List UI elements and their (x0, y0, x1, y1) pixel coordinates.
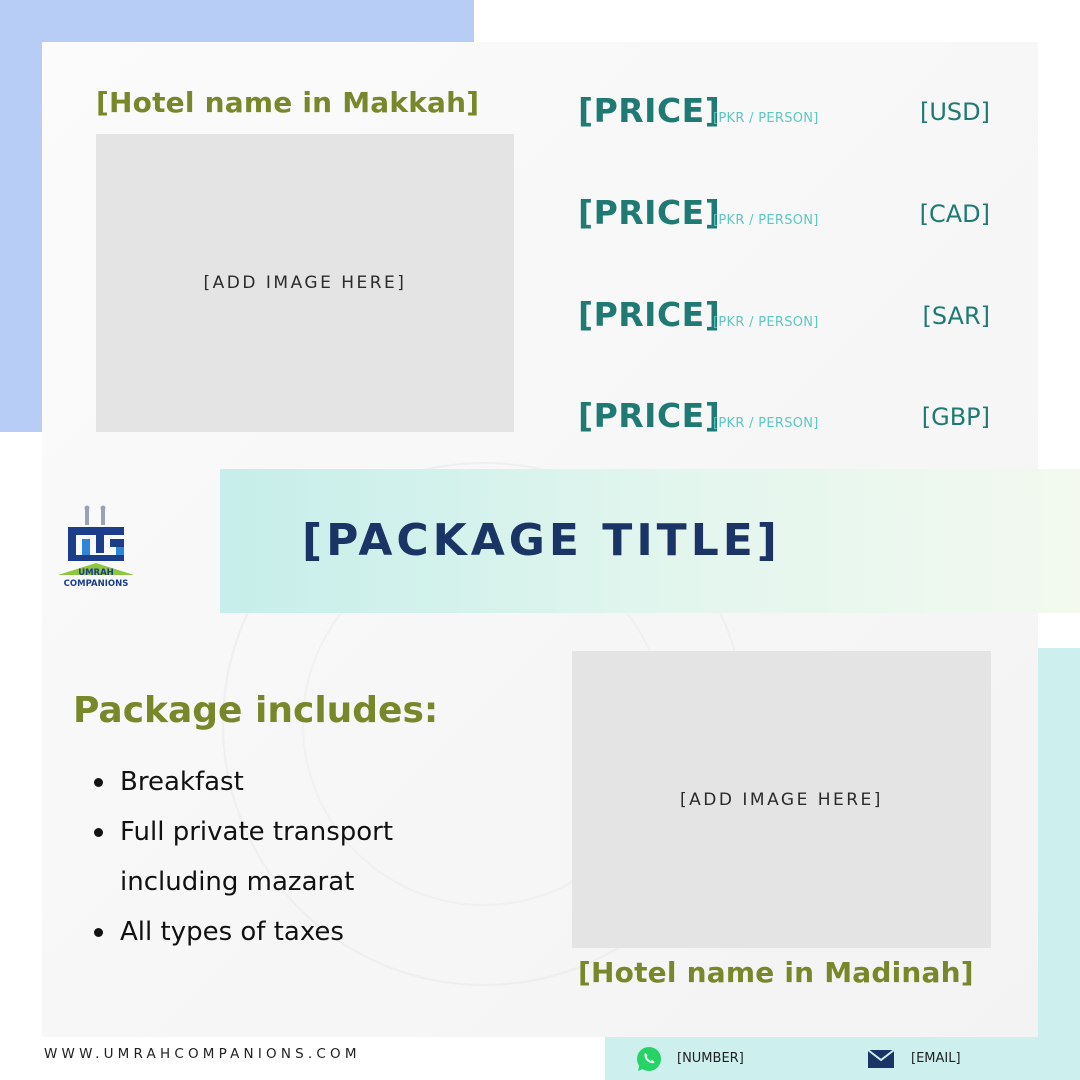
price-currency: [USD] (919, 98, 990, 126)
package-title: [PACKAGE TITLE] (302, 515, 781, 566)
price-value: [PRICE] (578, 193, 721, 232)
hotel-name-madinah: [Hotel name in Madinah] (578, 956, 974, 989)
hotel-name-makkah: [Hotel name in Makkah] (96, 86, 480, 119)
price-row (578, 389, 990, 439)
image-placeholder-madinah[interactable] (572, 651, 991, 948)
website-link[interactable]: WWW.UMRAHCOMPANIONS.COM (44, 1046, 361, 1062)
whatsapp-icon (635, 1045, 663, 1073)
contact-email-text: [EMAIL] (911, 1051, 961, 1066)
mail-icon (867, 1048, 895, 1070)
umrah-companions-logo (56, 505, 136, 595)
logo-mark-icon (56, 505, 136, 577)
price-currency: [SAR] (922, 302, 990, 330)
contact-number-text: [NUMBER] (677, 1051, 744, 1066)
contact-bar (605, 1037, 1080, 1080)
list-item: Full private transport including mazarat (72, 807, 440, 907)
price-value: [PRICE] (578, 396, 721, 435)
logo-text-line2: COMPANIONS (63, 579, 129, 589)
price-unit: [PKR / PERSON] (713, 315, 819, 330)
includes-list (72, 757, 492, 957)
list-item: Breakfast (72, 757, 492, 807)
contact-email[interactable] (867, 1037, 961, 1080)
price-currency: [CAD] (919, 200, 990, 228)
price-unit: [PKR / PERSON] (713, 213, 819, 228)
price-value: [PRICE] (578, 91, 721, 130)
price-unit: [PKR / PERSON] (713, 416, 819, 431)
logo-text-line1: UMRAH (78, 568, 114, 578)
list-item: All types of taxes (72, 907, 492, 957)
image-placeholder-label: [ADD IMAGE HERE] (203, 273, 407, 293)
image-placeholder-label: [ADD IMAGE HERE] (680, 789, 883, 810)
background-mint-block (1038, 648, 1080, 1080)
includes-heading: Package includes: (73, 690, 439, 731)
image-placeholder-makkah[interactable] (96, 134, 514, 432)
package-title-band (220, 469, 1080, 613)
price-row (578, 84, 990, 134)
price-unit: [PKR / PERSON] (713, 111, 819, 126)
price-row (578, 186, 990, 236)
price-row (578, 288, 990, 338)
price-currency: [GBP] (921, 403, 990, 431)
contact-number[interactable] (635, 1037, 744, 1080)
price-value: [PRICE] (578, 295, 721, 334)
